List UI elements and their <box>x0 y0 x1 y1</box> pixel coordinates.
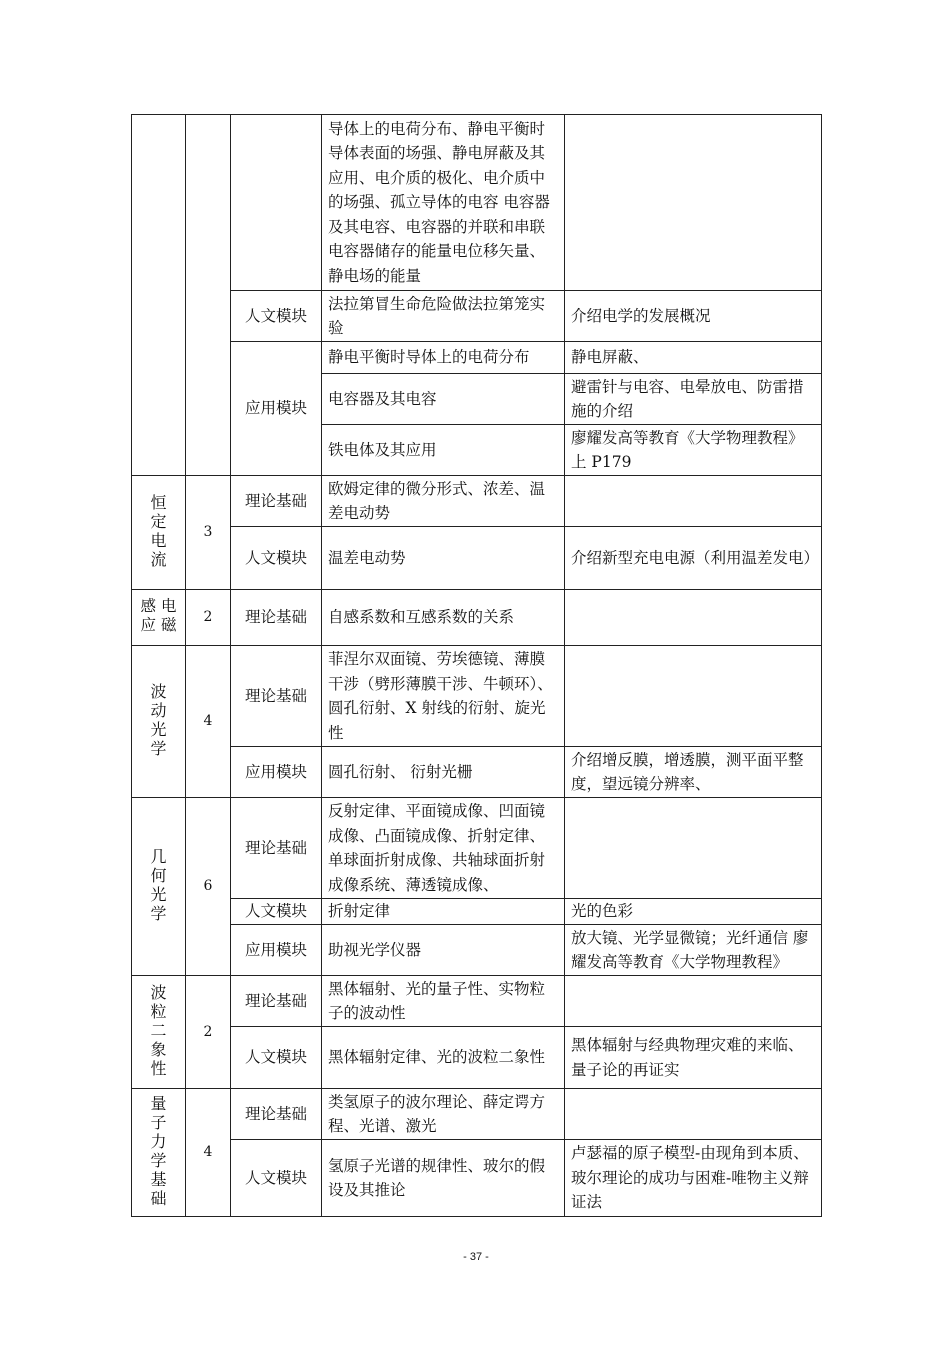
module-cell: 人文模块 <box>231 1140 322 1217</box>
content-cell: 温差电动势 <box>322 527 565 590</box>
note-cell <box>565 798 822 899</box>
chapter-cell <box>132 646 186 798</box>
chapter-cell <box>132 976 186 1089</box>
note-cell <box>565 115 822 291</box>
note-cell: 介绍增反膜，增透膜，测平面平整度，望远镜分辨率、 <box>565 747 822 798</box>
module-cell: 人文模块 <box>231 527 322 590</box>
module-cell <box>231 115 322 291</box>
table-row <box>132 590 822 646</box>
chapter-label: 恒定电流 <box>150 492 167 569</box>
note-cell: 避雷针与电容、电晕放电、防雷措施的介绍 <box>565 374 822 425</box>
content-cell: 导体上的电荷分布、静电平衡时导体表面的场强、静电屏蔽及其应用、电介质的极化、电介质中的场强、孤立导体的电容 电容器及其电容、电容器的并联和串联电容器储存的能量电位移矢量、静电场的能量 <box>322 115 565 291</box>
table-row <box>132 291 822 342</box>
table-row <box>132 476 822 527</box>
module-cell: 理论基础 <box>231 1089 322 1140</box>
hours-cell: 4 <box>186 646 231 798</box>
content-cell: 氢原子光谱的规律性、玻尔的假设及其推论 <box>322 1140 565 1217</box>
note-cell: 静电屏蔽、 <box>565 342 822 374</box>
chapter-cell <box>132 115 186 476</box>
content-cell: 菲涅尔双面镜、劳埃德镜、薄膜干涉（劈形薄膜干涉、牛顿环）、圆孔衍射、X 射线的衍射、旋光性 <box>322 646 565 747</box>
note-cell: 介绍电学的发展概况 <box>565 291 822 342</box>
hours-cell: 3 <box>186 476 231 590</box>
module-cell: 理论基础 <box>231 646 322 747</box>
table-row <box>132 646 822 747</box>
hours-cell: 2 <box>186 590 231 646</box>
chapter-label: 感 电 应 磁 <box>140 597 177 635</box>
table-row <box>132 899 822 925</box>
table-row <box>132 747 822 798</box>
module-cell: 理论基础 <box>231 798 322 899</box>
module-cell: 人文模块 <box>231 291 322 342</box>
note-cell: 介绍新型充电电源（利用温差发电） <box>565 527 822 590</box>
content-cell: 电容器及其电容 <box>322 374 565 425</box>
module-cell: 理论基础 <box>231 590 322 646</box>
hours-cell: 6 <box>186 798 231 976</box>
table-row <box>132 342 822 374</box>
chapter-cell <box>132 798 186 976</box>
content-cell: 黑体辐射、光的量子性、实物粒子的波动性 <box>322 976 565 1027</box>
content-cell: 欧姆定律的微分形式、浓差、温差电动势 <box>322 476 565 527</box>
table-row <box>132 1140 822 1217</box>
content-cell: 折射定律 <box>322 899 565 925</box>
note-cell: 放大镜、光学显微镜；光纤通信 廖耀发高等教育《大学物理教程》 <box>565 925 822 976</box>
note-cell <box>565 476 822 527</box>
note-cell <box>565 1089 822 1140</box>
table-row <box>132 925 822 976</box>
chapter-cell <box>132 590 186 646</box>
content-cell: 自感系数和互感系数的关系 <box>322 590 565 646</box>
content-cell: 助视光学仪器 <box>322 925 565 976</box>
module-cell: 理论基础 <box>231 476 322 527</box>
content-cell: 反射定律、平面镜成像、凹面镜成像、凸面镜成像、折射定律、单球面折射成像、共轴球面折射成像系统、薄透镜成像、 <box>322 798 565 899</box>
table-row <box>132 527 822 590</box>
note-cell: 黑体辐射与经典物理灾难的来临、量子论的再证实 <box>565 1027 822 1089</box>
module-cell: 应用模块 <box>231 342 322 476</box>
table-row <box>132 976 822 1027</box>
note-cell: 廖耀发高等教育《大学物理教程》上 P179 <box>565 425 822 476</box>
chapter-label: 波粒二象性 <box>150 982 167 1078</box>
hours-cell <box>186 115 231 476</box>
chapter-label: 量子力学基础 <box>150 1093 167 1208</box>
chapter-cell <box>132 476 186 590</box>
module-cell: 应用模块 <box>231 925 322 976</box>
table-row <box>132 115 822 291</box>
chapter-cell <box>132 1089 186 1217</box>
hours-cell: 2 <box>186 976 231 1089</box>
table-row <box>132 1027 822 1089</box>
note-cell: 光的色彩 <box>565 899 822 925</box>
content-cell: 圆孔衍射、 衍射光栅 <box>322 747 565 798</box>
hours-cell: 4 <box>186 1089 231 1217</box>
note-cell <box>565 976 822 1027</box>
note-cell <box>565 646 822 747</box>
content-cell: 黑体辐射定律、光的波粒二象性 <box>322 1027 565 1089</box>
module-cell: 人文模块 <box>231 1027 322 1089</box>
module-cell: 理论基础 <box>231 976 322 1027</box>
curriculum-table <box>131 114 822 1217</box>
note-cell <box>565 590 822 646</box>
module-cell: 应用模块 <box>231 747 322 798</box>
note-cell: 卢瑟福的原子模型-由现角到本质、玻尔理论的成功与困难-唯物主义辩证法 <box>565 1140 822 1217</box>
chapter-label: 波动光学 <box>150 681 167 758</box>
content-cell: 静电平衡时导体上的电荷分布 <box>322 342 565 374</box>
chapter-label: 几何光学 <box>150 846 167 923</box>
table-row <box>132 798 822 899</box>
content-cell: 类氢原子的波尔理论、薛定谔方程、光谱、激光 <box>322 1089 565 1140</box>
page-number: - 37 - <box>463 1251 489 1263</box>
content-cell: 法拉第冒生命危险做法拉第笼实验 <box>322 291 565 342</box>
content-cell: 铁电体及其应用 <box>322 425 565 476</box>
table-row <box>132 1089 822 1140</box>
module-cell: 人文模块 <box>231 899 322 925</box>
